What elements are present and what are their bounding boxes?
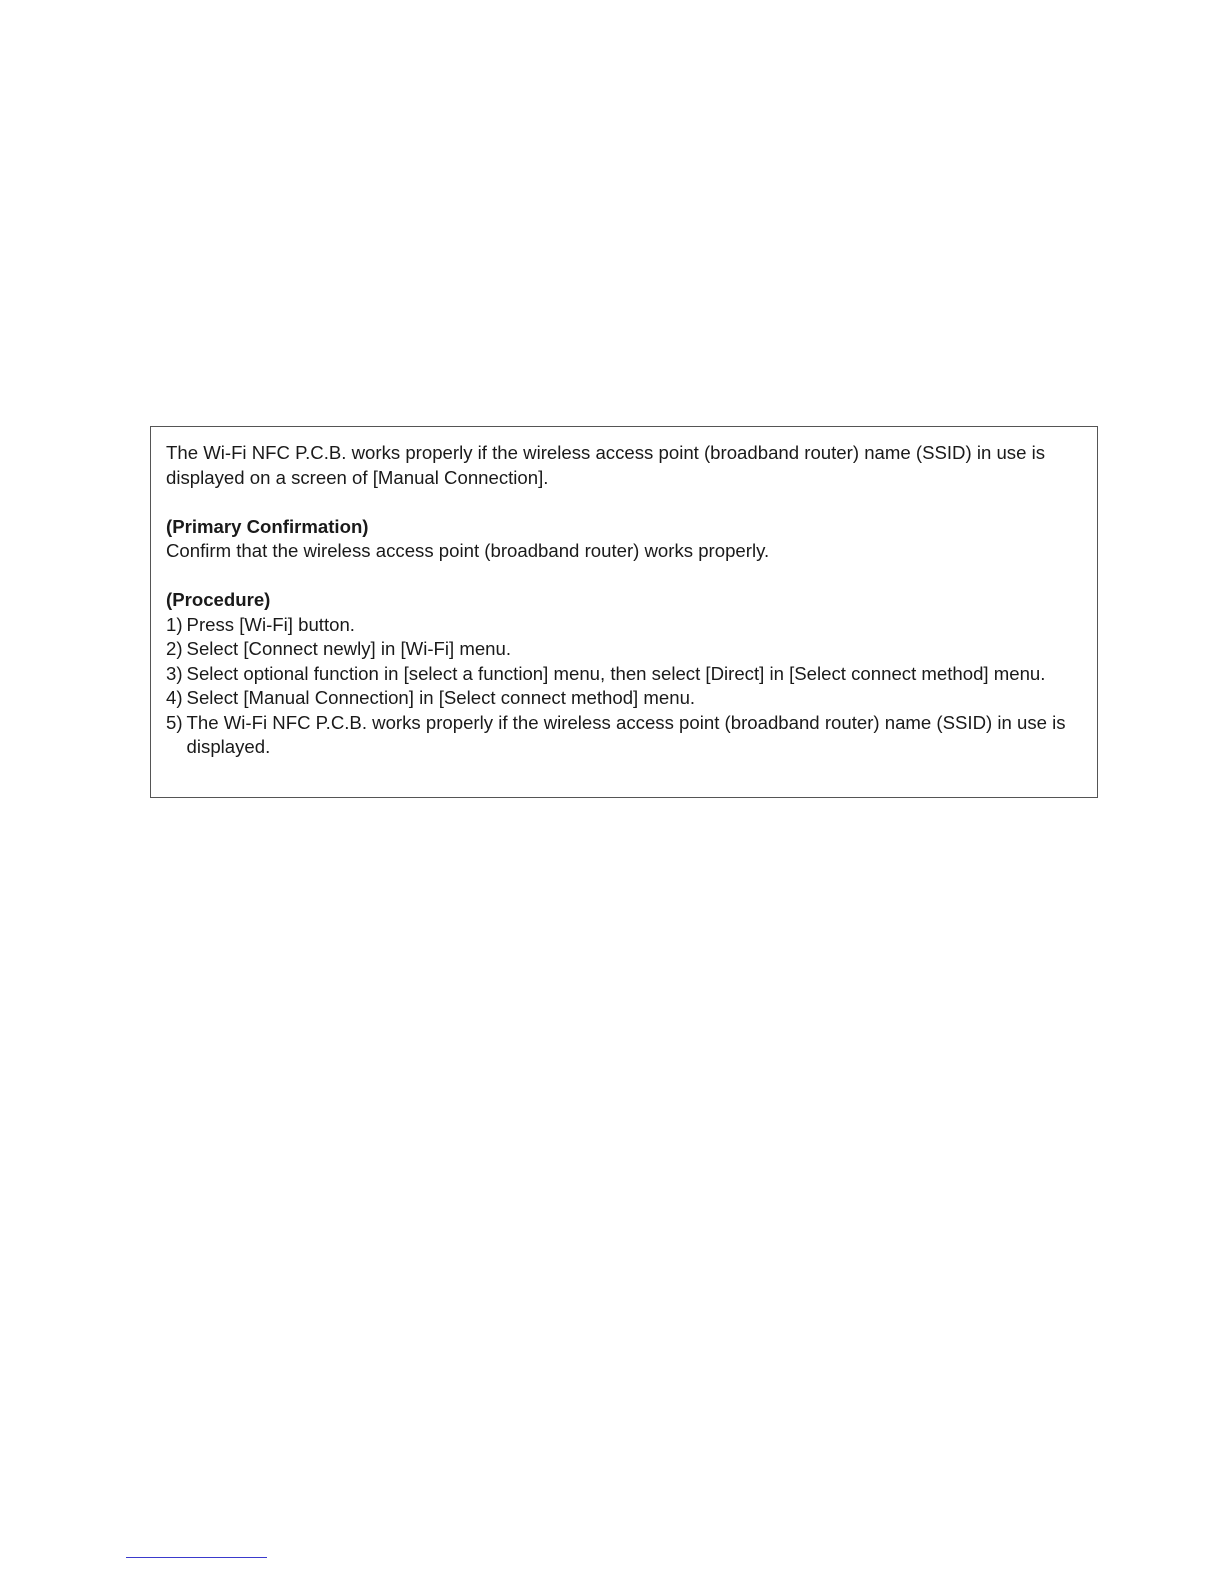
step-text: Press [Wi-Fi] button. (186, 613, 355, 635)
step-text: The Wi-Fi NFC P.C.B. works properly if the wireless access point (broadband router) name (SSID) in use is displayed. (186, 711, 1066, 757)
step-text: Select optional function in [select a function] menu, then select [Direct] in [Select connect method] menu. (186, 662, 1046, 684)
intro-text: The Wi-Fi NFC P.C.B. works properly if the wireless access point (broadband router) name (SSID) in use is displayed on a screen of [Manual Connection]. (166, 442, 1046, 488)
procedure-step-5 (166, 711, 1081, 760)
procedure-note-box (150, 426, 1098, 798)
spacer (166, 564, 1081, 589)
procedure-step-3 (166, 662, 1081, 687)
step-text: Select [Manual Connection] in [Select connect method] menu. (186, 687, 696, 708)
step-text: Select [Connect newly] in [Wi-Fi] menu. (186, 638, 512, 659)
step-number: 3) (166, 662, 183, 684)
procedure-step-1 (166, 613, 1081, 638)
procedure-heading: (Procedure) (166, 589, 271, 610)
step-number: 2) (166, 638, 183, 659)
procedure-step-2 (166, 637, 1081, 662)
step-number: 5) (166, 711, 183, 733)
step-number: 1) (166, 613, 183, 635)
footnote-divider (126, 1557, 267, 1558)
step-number: 4) (166, 687, 183, 708)
procedure-step-4 (166, 686, 1081, 711)
spacer (166, 490, 1081, 515)
primary-confirmation-text: Confirm that the wireless access point (broadband router) works properly. (166, 540, 770, 561)
primary-confirmation-heading: (Primary Confirmation) (166, 515, 369, 537)
